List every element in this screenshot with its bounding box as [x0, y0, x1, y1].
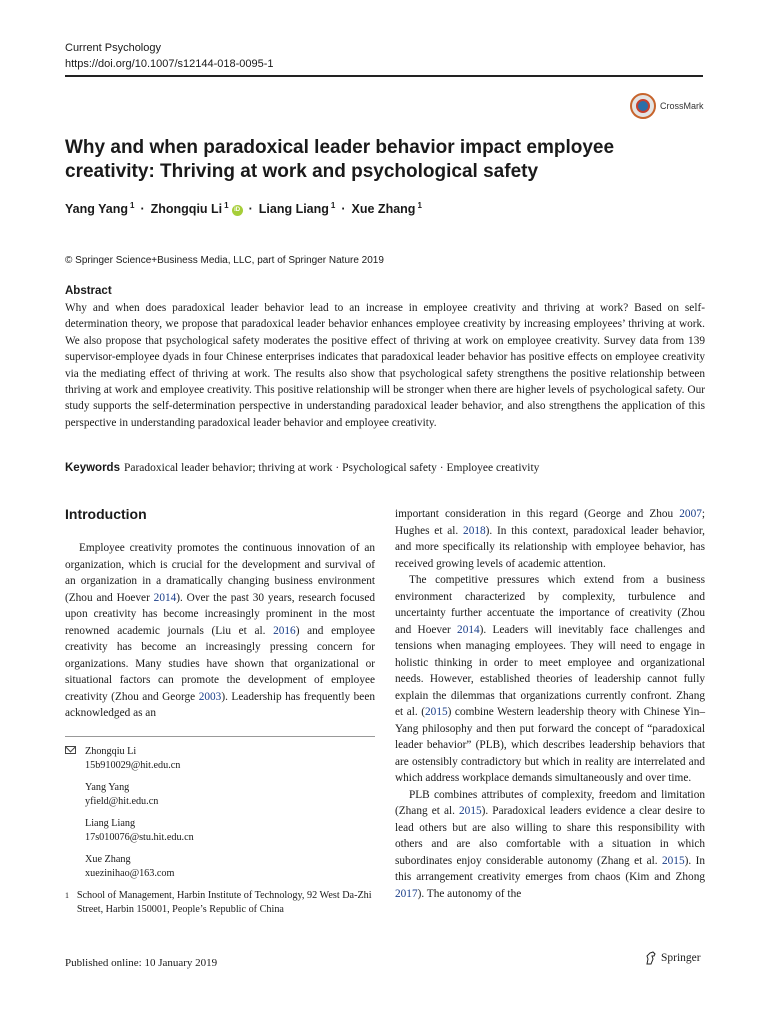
abstract-body: Why and when does paradoxical leader behavior lead to an increase in employee creativity and thriving at work? Based on self-determination theory, we propose that paradoxical leader behavior enhances employee creativity by increasing employees’ thriving at work. We also propose that psychological safety moderates the positive effect of thriving at work on employee creativity. Survey data from 139 supervisor-employee dyads in four Chinese enterprises indicates that paradoxical leader behavior has positive effects on employee creativity via the mediating effect of thriving at work. The results also show that psychological safety strengthens the positive relationship between thriving at work and employee creativity. This positive relationship will be stronger when there are higher levels of psychological safety. Our study supports the self-determination perspective in understanding paradoxical leader behavior, and also strengthens the application of this perspective in understanding paradoxical leader behavior and employee creativity.: [65, 302, 705, 429]
header-rule: [65, 75, 703, 77]
citation-link[interactable]: 2014: [457, 623, 480, 636]
affiliation-number: 1: [65, 891, 69, 900]
contact-entry: [65, 745, 375, 773]
contact-email[interactable]: xuezinihao@163.com: [85, 868, 175, 879]
text-run: ). Leadership has frequently been acknowledged as an: [65, 690, 375, 719]
citation-link[interactable]: 2014: [153, 591, 177, 604]
published-date: Published online: 10 January 2019: [65, 957, 218, 969]
contact-email[interactable]: yfield@hit.edu.cn: [85, 796, 159, 807]
citation-link[interactable]: 2015: [662, 854, 685, 867]
journal-header: [65, 40, 274, 72]
text-run: ). The autonomy of the: [417, 887, 522, 900]
left-column: [65, 540, 375, 722]
publisher-name: Springer: [661, 952, 701, 964]
contact-entry: [65, 781, 375, 809]
text-run: important consideration in this regard (George and Zhou: [395, 508, 680, 520]
text-run: ). Leaders will inevitably face challenges and tensions when managing employees. They will need to engage in holistic thinking in order to meet employee and organizational needs. However, established theories of leadership cannot fully explain the dilemmas that organizations currently confront. Zhang et al. (: [395, 623, 705, 718]
citation-link[interactable]: 2007: [679, 508, 702, 520]
contact-name: Xue Zhang: [85, 854, 131, 865]
crossmark-icon: [630, 93, 656, 119]
footnotes: [65, 745, 375, 917]
author-affiliation-marker: 1: [330, 201, 336, 210]
author-affiliation-marker: 1: [130, 201, 135, 210]
author-separator: ·: [140, 202, 145, 216]
text-run: ) and employee creativity has become an increasingly pressing concern for organizations. Many studies have shown that organizational or situational factors can promote the development of employee creativity (Zhou and George: [65, 624, 376, 703]
introduction-heading: Introduction: [65, 506, 147, 522]
contact-entry: [65, 853, 375, 881]
author-affiliation-marker: 1: [224, 201, 229, 210]
citation-link[interactable]: 2016: [273, 624, 296, 637]
text-run: ). In this arrangement creativity emerges from chaos (Kim and Zhong: [395, 854, 705, 883]
copyright-notice: © Springer Science+Business Media, LLC, part of Springer Nature 2019: [65, 255, 384, 266]
affiliation-note: [65, 889, 375, 917]
author-name[interactable]: Xue Zhang: [351, 202, 416, 216]
affiliation-text: School of Management, Harbin Institute of Technology, 92 West Da-Zhi Street, Harbin 150001, People’s Republic of China: [76, 890, 372, 915]
text-run: ; Hughes et al.: [395, 508, 705, 537]
journal-name: Current Psychology: [65, 42, 161, 54]
springer-horse-icon: [645, 951, 657, 965]
footnote-rule: [65, 736, 375, 737]
keywords-line: [65, 462, 705, 474]
author-list: [65, 202, 422, 216]
citation-link[interactable]: 2015: [425, 706, 448, 718]
paper-title: Why and when paradoxical leader behavior impact employee creativity: Thriving at work and psychological safety: [65, 137, 615, 182]
author-name[interactable]: Yang Yang: [65, 202, 128, 216]
author-separator: ·: [248, 202, 253, 216]
author-name[interactable]: Zhongqiu Li: [150, 202, 223, 216]
text-run: ). Paradoxical leaders evidence a clear desire to lead others but are also willing to share this responsibility with others and are also comfortable with a situation in which subordinates enjoy considerable autonomy (Zhang et al.: [395, 805, 705, 867]
author-affiliation-marker: 1: [417, 201, 422, 210]
right-column: [395, 506, 705, 902]
crossmark-label: CrossMark: [660, 101, 704, 111]
author-separator: ·: [341, 202, 346, 216]
contact-email[interactable]: 17s010076@stu.hit.edu.cn: [85, 832, 194, 843]
publisher-logo: [645, 951, 701, 965]
contact-name: Yang Yang: [85, 782, 130, 793]
keywords-label: Keywords: [65, 462, 120, 474]
author-name[interactable]: Liang Liang: [258, 202, 329, 216]
contact-name: Liang Liang: [85, 818, 136, 829]
contact-email[interactable]: 15b910029@hit.edu.cn: [85, 760, 181, 771]
text-run: ). Over the past 30 years, research focused upon creativity has become increasingly prominent in the most renowned academic journals (Liu et al.: [65, 591, 375, 637]
text-run: Employee creativity promotes the continuous innovation of an organization, which is crucial for the development and survival of an organization in a dramatically changing business environment (Zhou and Hoever: [65, 542, 375, 604]
envelope-icon: [65, 746, 76, 754]
intro-paragraph: [65, 540, 375, 722]
keywords-text: Paradoxical leader behavior; thriving at work · Psychological safety · Employee creativity: [123, 462, 540, 474]
orcid-icon[interactable]: iD: [232, 205, 243, 216]
citation-link[interactable]: 2003: [198, 690, 222, 703]
abstract-heading: Abstract: [65, 285, 112, 297]
journal-doi-link[interactable]: https://doi.org/10.1007/s12144-018-0095-1: [65, 58, 274, 70]
citation-link[interactable]: 2015: [459, 805, 482, 817]
citation-link[interactable]: 2017: [395, 887, 418, 900]
text-run: ). In this context, paradoxical leader behavior, and more specifically its relationship with employee behavior, has received growing levels of academic attention.: [395, 524, 705, 570]
text-run: PLB combines attributes of complexity, freedom and limitation (Zhang et al.: [395, 788, 705, 817]
contact-name: Zhongqiu Li: [85, 746, 137, 757]
intro-paragraph: [395, 787, 705, 903]
intro-paragraph: [395, 506, 705, 572]
text-run: The competitive pressures which extend from a business environment characterized by complexity, turbulence and uncertainty further accentuate the importance of creativity (Zhou and Hoever: [395, 574, 705, 636]
text-run: ) combine Western leadership theory with Chinese Yin–Yang philosophy and then put forward the concept of “paradoxical leader behavior” (PLB), which describes leadership behaviors that are ostensibly contradictory but which in reality are interrelated and which address workplace demands simultaneously and over time.: [395, 706, 705, 784]
citation-link[interactable]: 2018: [463, 524, 486, 537]
crossmark-badge[interactable]: [630, 93, 704, 119]
intro-paragraph: [395, 572, 705, 787]
contact-entry: [65, 817, 375, 845]
